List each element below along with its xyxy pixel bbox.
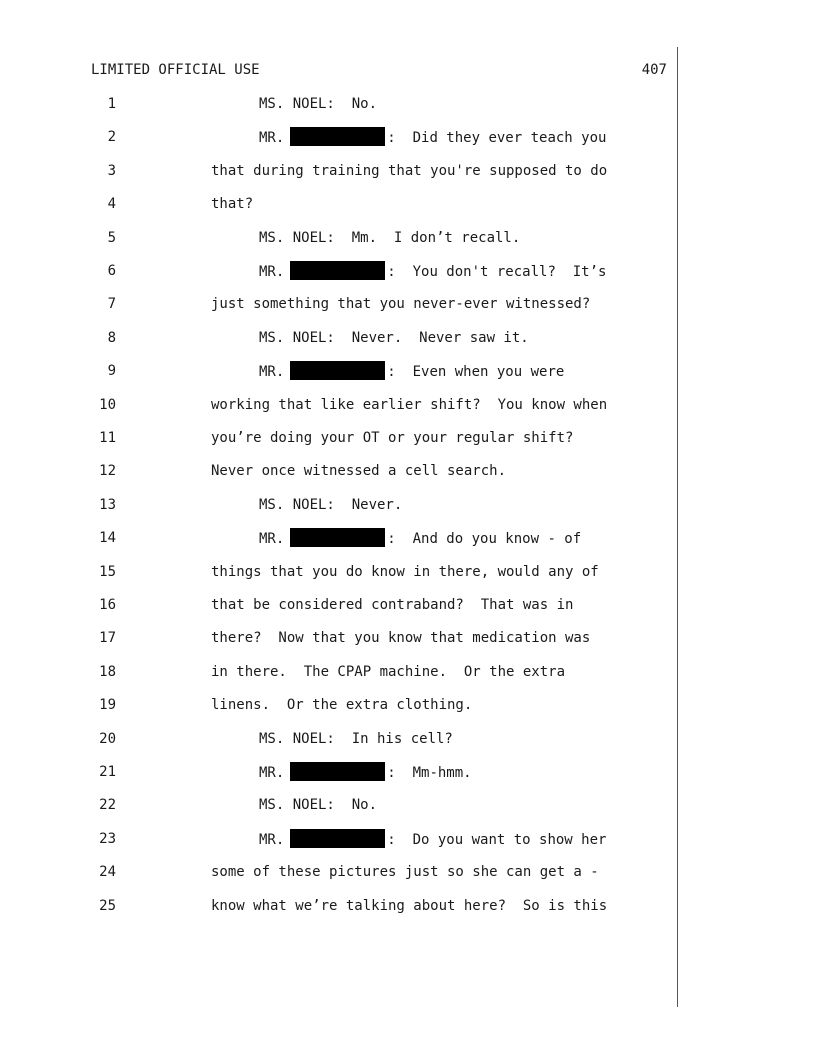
line-number: 18 [99, 663, 116, 680]
line-text: just something that you never-ever witnessed? [211, 296, 591, 313]
spoken-text: Did they ever teach you [412, 130, 607, 147]
redacted-name-block [290, 528, 385, 547]
spoken-text: Mm. I don’t recall. [351, 229, 521, 246]
line-text: some of these pictures just so she can get a - [211, 864, 599, 881]
spoken-text: In his cell? [351, 730, 453, 747]
redacted-name-block [290, 127, 385, 146]
redacted-name-block [290, 762, 385, 781]
line-number: 20 [99, 730, 116, 747]
line-text [259, 729, 453, 749]
speaker-label: MS. NOEL: [259, 329, 335, 346]
line-text [259, 94, 377, 114]
line-number: 14 [99, 530, 116, 547]
right-margin-rule [677, 47, 678, 1007]
speaker-colon: : [387, 765, 396, 781]
line-number: 10 [99, 396, 116, 413]
line-text: there? Now that you know that medication was [211, 630, 591, 647]
line-text: things that you do know in there, would any of [211, 563, 599, 580]
speaker-colon: : [387, 531, 396, 548]
line-text [259, 328, 529, 348]
line-number: 4 [107, 196, 116, 213]
line-text: in there. The CPAP machine. Or the extra [211, 663, 566, 680]
line-text [259, 127, 606, 148]
line-number: 16 [99, 597, 116, 613]
line-number: 5 [107, 229, 116, 246]
line-text [259, 228, 520, 248]
line-number: 17 [99, 630, 116, 647]
line-number: 13 [99, 496, 116, 513]
line-text [259, 495, 402, 515]
redacted-name-block [290, 261, 385, 280]
speaker-label: MR. [259, 264, 285, 280]
line-text [259, 261, 606, 282]
classification-header: LIMITED OFFICIAL USE [91, 62, 260, 78]
line-number: 23 [99, 830, 116, 847]
line-text [259, 528, 581, 549]
redacted-name-block [290, 361, 385, 380]
line-text [259, 795, 377, 815]
line-text: working that like earlier shift? You know when [211, 396, 608, 413]
spoken-text: Never. Never saw it. [351, 329, 529, 346]
speaker-label: MR. [259, 831, 285, 848]
spoken-text: Even when you were [412, 364, 565, 381]
line-text [259, 762, 472, 783]
redacted-name-block [290, 829, 385, 848]
speaker-label: MS. NOEL: [259, 96, 335, 112]
speaker-label: MR. [259, 531, 285, 548]
line-number: 12 [99, 463, 116, 480]
line-number: 3 [107, 162, 116, 179]
spoken-text: Do you want to show her [412, 831, 607, 848]
spoken-text: And do you know - of [412, 531, 582, 548]
line-text: you’re doing your OT or your regular shift? [211, 430, 574, 446]
speaker-label: MS. NOEL: [259, 730, 335, 747]
spoken-text: No. [351, 96, 378, 112]
line-text: that? [211, 196, 254, 213]
speaker-colon: : [387, 364, 396, 381]
line-text [259, 361, 564, 382]
speaker-label: MS. NOEL: [259, 496, 335, 513]
line-text: that be considered contraband? That was in [211, 597, 574, 613]
speaker-label: MR. [259, 765, 285, 781]
line-number: 25 [99, 897, 116, 914]
speaker-colon: : [387, 264, 396, 280]
spoken-text: Never. [351, 496, 403, 513]
speaker-colon: : [387, 831, 396, 848]
line-text [259, 829, 606, 850]
line-number: 6 [107, 263, 116, 279]
line-number: 7 [107, 296, 116, 313]
line-number: 21 [99, 764, 116, 780]
line-number: 15 [99, 563, 116, 580]
line-number: 1 [107, 96, 116, 112]
line-number: 8 [107, 329, 116, 346]
speaker-colon: : [387, 130, 396, 147]
page-number: 407 [641, 62, 667, 78]
speaker-label: MS. NOEL: [259, 797, 335, 814]
line-number: 24 [99, 864, 116, 881]
line-number: 11 [99, 430, 116, 446]
spoken-text: No. [351, 797, 378, 814]
line-text: know what we’re talking about here? So is this [211, 897, 608, 914]
line-text: linens. Or the extra clothing. [211, 697, 473, 714]
speaker-label: MS. NOEL: [259, 229, 335, 246]
spoken-text: You don't recall? It’s [412, 264, 607, 280]
line-text: that during training that you're supposed to do [211, 162, 608, 179]
line-text: Never once witnessed a cell search. [211, 463, 507, 480]
spoken-text: Mm-hmm. [412, 765, 472, 781]
line-number: 2 [107, 129, 116, 146]
line-number: 9 [107, 363, 116, 380]
speaker-label: MR. [259, 364, 285, 381]
speaker-label: MR. [259, 130, 285, 147]
line-number: 19 [99, 697, 116, 714]
line-number: 22 [99, 797, 116, 814]
